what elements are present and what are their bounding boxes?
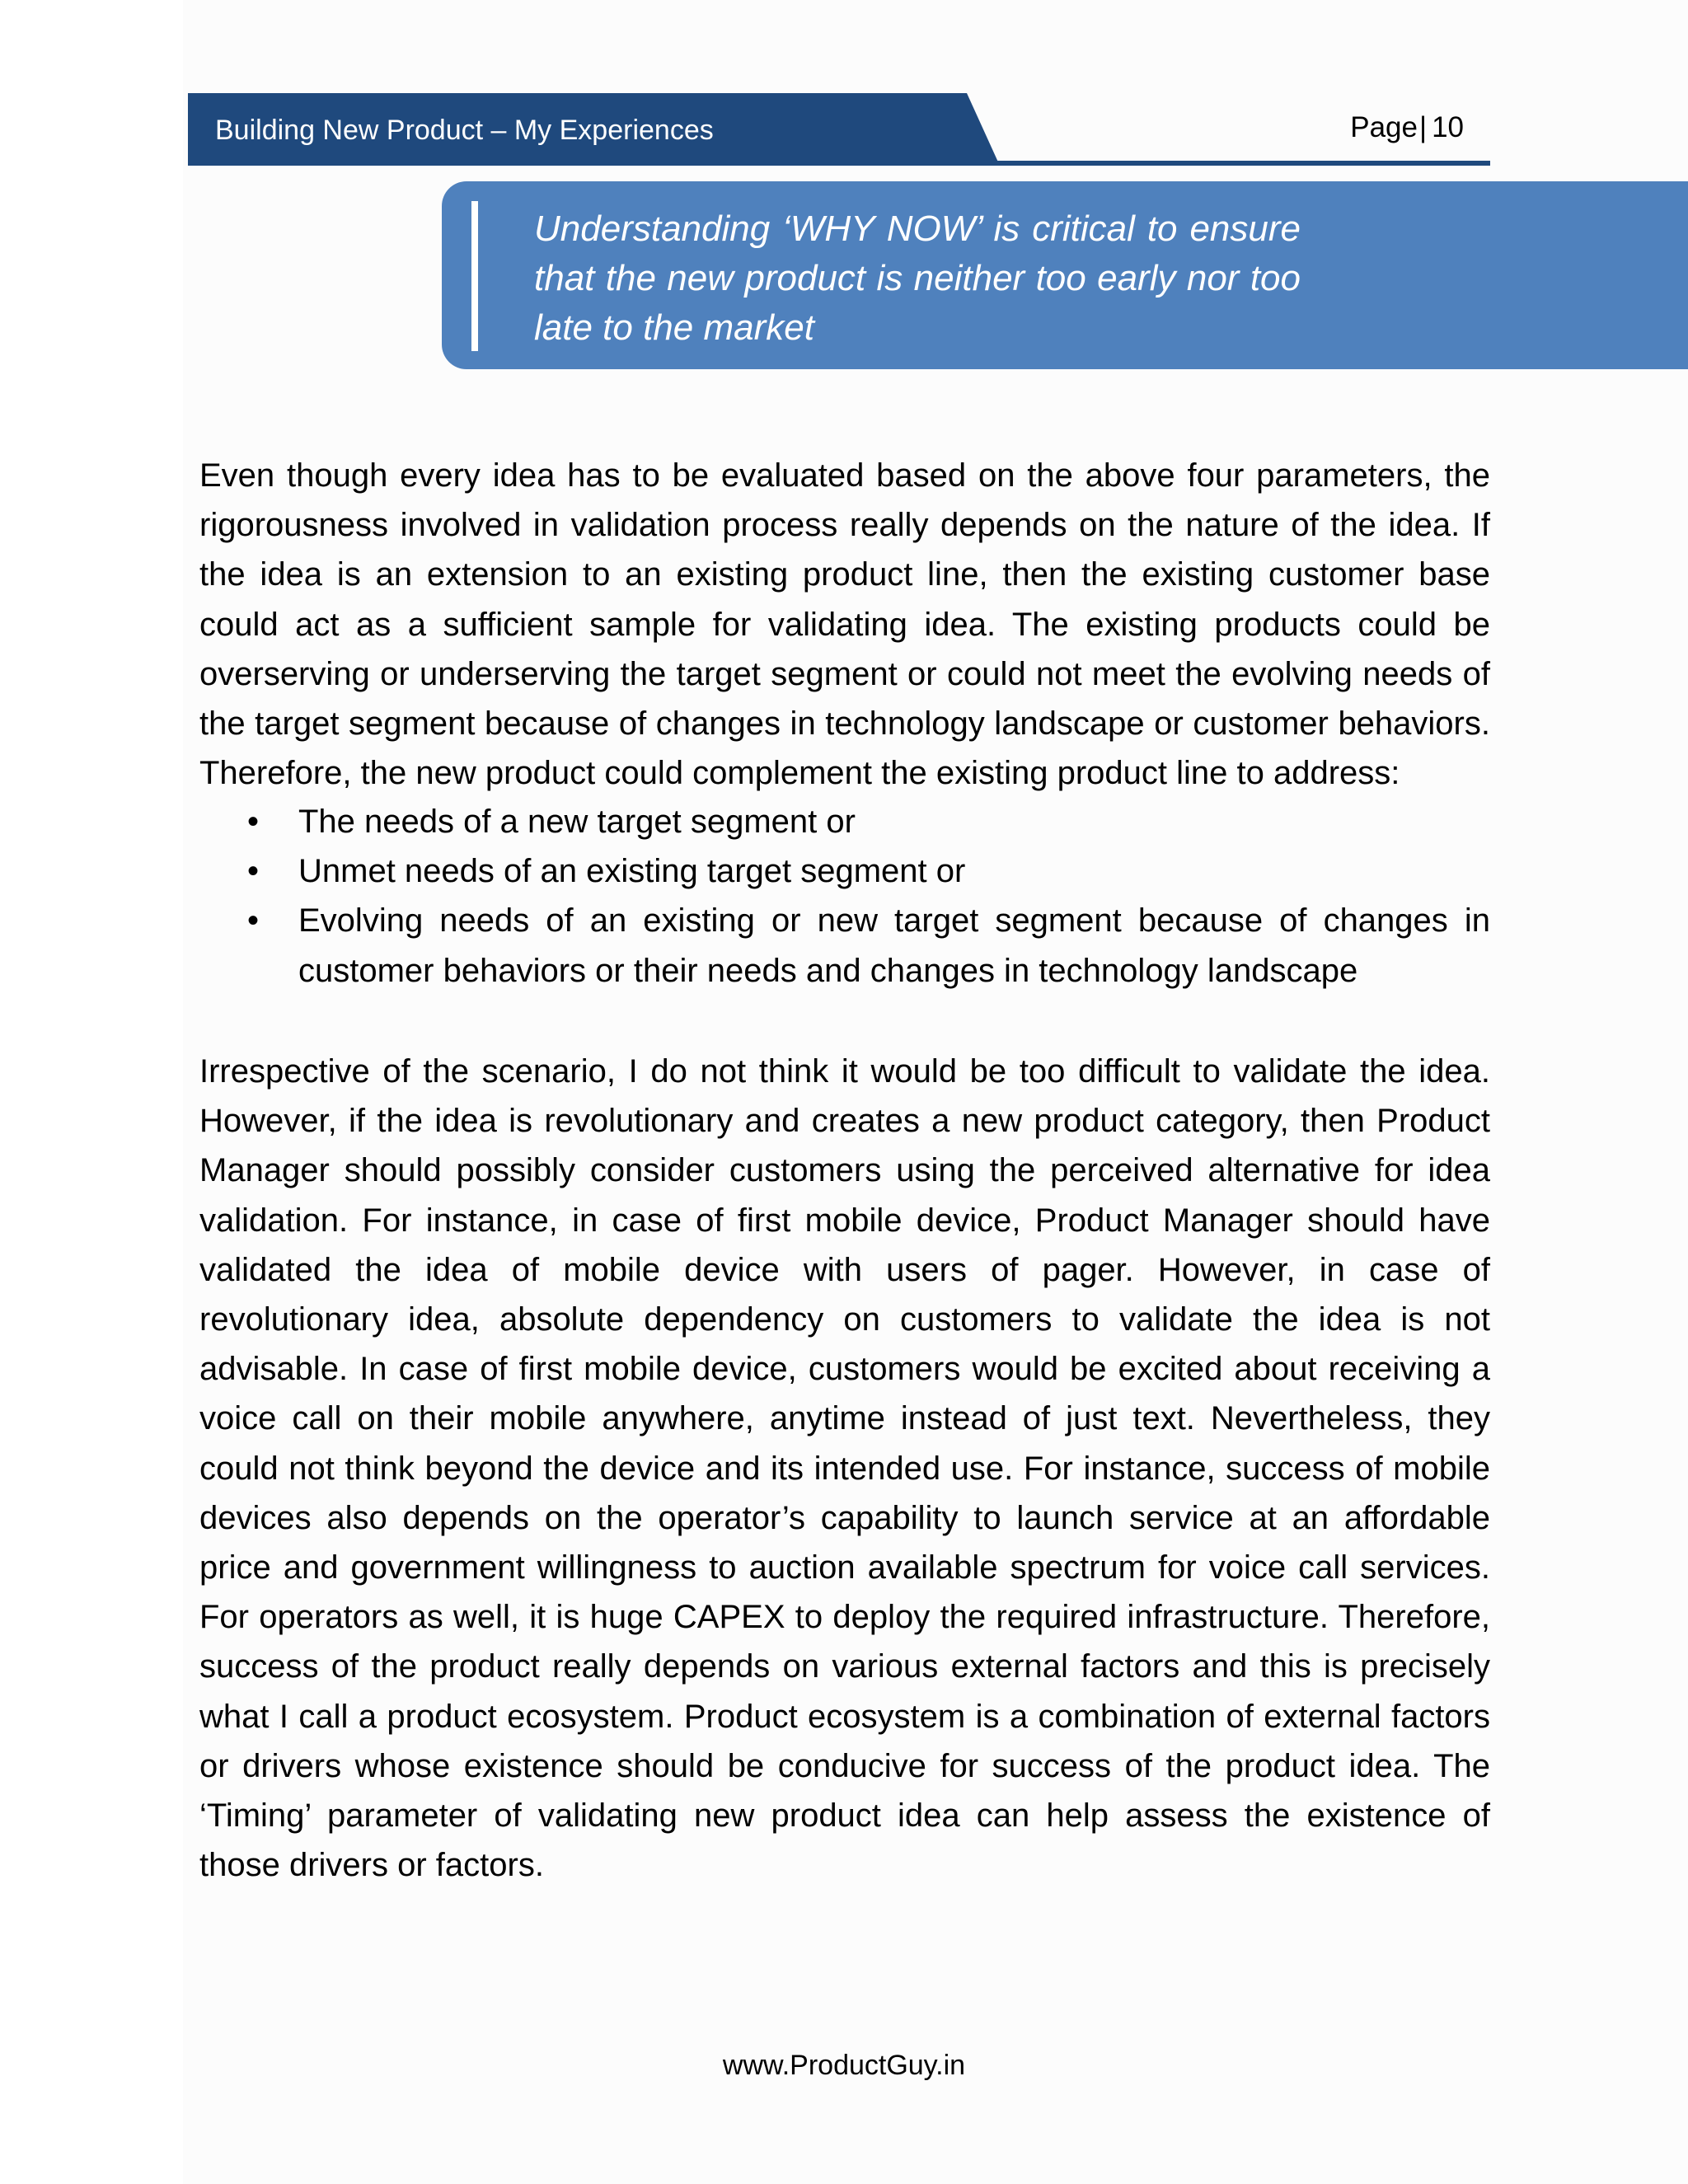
document-title: Building New Product – My Experiences bbox=[215, 115, 714, 146]
bullet-text: The needs of a new target segment or bbox=[298, 804, 856, 840]
footer-url: www.ProductGuy.in bbox=[722, 2050, 966, 2081]
bullet-text: Unmet needs of an existing target segment or bbox=[298, 853, 966, 890]
bullet-item bbox=[199, 846, 1490, 896]
body-paragraph-2 bbox=[199, 1047, 1490, 1890]
bullet-marker: • bbox=[247, 902, 260, 940]
bullet-marker: • bbox=[247, 804, 260, 840]
body-paragraph-1 bbox=[199, 451, 1490, 798]
paragraph-text: Even though every idea has to be evaluated based on the above four parameters, the rigorousness involved in validation process really depends on the nature of the idea. If the idea is an extension to an existing product line, then the existing customer base could act as a sufficient sample for validating idea. The existing products could be overserving or underserving the target segment or could not meet the evolving needs of the target segment because of changes in technology landscape or customer behaviors. Therefore, the new product could complement the existing product line to address: bbox=[199, 457, 1490, 792]
pull-quote-stripe bbox=[471, 201, 478, 351]
page-indicator bbox=[1350, 110, 1464, 146]
header-rule bbox=[188, 161, 1490, 166]
pull-quote-text: Understanding ‘WHY NOW’ is critical to ensure that the new product is neither too early nor too late to the market bbox=[534, 209, 1301, 348]
bullet-item bbox=[199, 896, 1490, 995]
page-label: Page bbox=[1350, 111, 1418, 143]
paragraph-text: Irrespective of the scenario, I do not think it would be too difficult to validate the idea. However, if the idea is revolutionary and creates a new product category, then Product Manager should possibly consider customers using the perceived alternative for idea validation. For instance, in case of first mobile device, Product Manager should have validated the idea of mobile device with users of pager. However, in case of revolutionary idea, absolute dependency on customers to validate the idea is not advisable. In case of first mobile device, customers would be excited about receiving a voice call on their mobile anywhere, anytime instead of just text. Nevertheless, they could not think beyond the device and its intended use. For instance, success of mobile devices also depends on the operator’s capability to launch service at an affordable price and government willingness to auction available spectrum for voice call services. For operators as well, it is huge CAPEX to deploy the required infrastructure. Therefore, success of the product really depends on various external factors and this is precisely what I call a product ecosystem. Product ecosystem is a combination of external factors or drivers whose existence should be conducive for success of the product idea. The ‘Timing’ parameter of validating new product idea can help assess the existence of those drivers or factors. bbox=[199, 1053, 1490, 1884]
page-separator: | bbox=[1418, 111, 1428, 143]
bullet-marker: • bbox=[247, 853, 260, 890]
bullet-text: Evolving needs of an existing or new target segment because of changes in customer behaviors or their needs and changes in technology landscape bbox=[298, 902, 1490, 989]
page-number: 10 bbox=[1432, 111, 1464, 143]
bullet-list bbox=[199, 797, 1490, 996]
bullet-item bbox=[199, 797, 1490, 846]
